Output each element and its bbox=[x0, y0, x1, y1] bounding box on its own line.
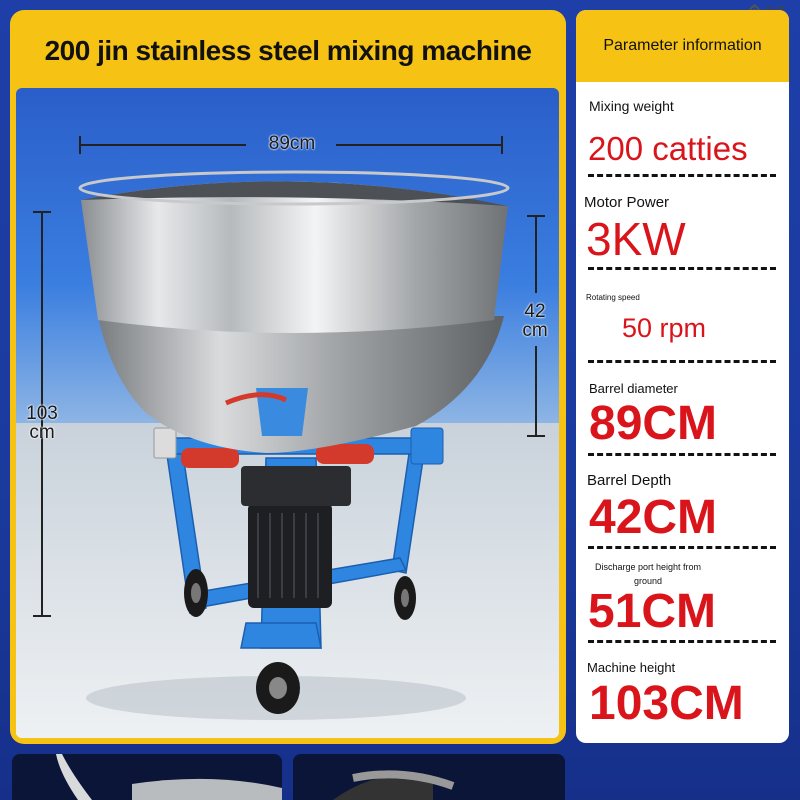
param-value-mixing-weight: 200 catties bbox=[588, 130, 748, 167]
param-label-barrel-diameter: Barrel diameter bbox=[589, 381, 678, 396]
param-divider bbox=[588, 360, 776, 363]
parameter-panel bbox=[576, 10, 789, 743]
param-label-motor-power: Motor Power bbox=[584, 194, 670, 211]
param-label-barrel-depth: Barrel Depth bbox=[587, 472, 672, 489]
thumbnail-1[interactable] bbox=[12, 754, 282, 800]
depth-dimension-label bbox=[512, 302, 558, 340]
param-value-motor-power: 3KW bbox=[586, 213, 686, 265]
product-photo bbox=[16, 88, 559, 738]
param-divider bbox=[588, 267, 776, 270]
param-label-rotating-speed: Rotating speed bbox=[586, 293, 640, 302]
param-divider bbox=[588, 174, 776, 177]
param-label-discharge-height-line2: ground bbox=[633, 576, 663, 586]
param-label-machine-height: Machine height bbox=[587, 660, 676, 675]
param-label-discharge-height bbox=[584, 560, 712, 588]
parameter-header bbox=[576, 10, 789, 82]
depth-dimension-value: 42 bbox=[524, 301, 546, 322]
param-value-barrel-depth: 42CM bbox=[589, 491, 718, 544]
mixer-machine-illustration bbox=[16, 88, 559, 738]
param-divider bbox=[588, 640, 776, 643]
thumbnail-2[interactable] bbox=[293, 754, 565, 800]
width-dimension-label: 89cm bbox=[268, 133, 316, 154]
param-value-rotating-speed: 50 rpm bbox=[622, 313, 707, 343]
depth-dimension-unit: cm bbox=[522, 320, 548, 341]
thumbnail-1-image bbox=[12, 754, 282, 800]
param-label-mixing-weight: Mixing weight bbox=[589, 98, 674, 114]
height-dimension-value: 103 bbox=[26, 403, 58, 424]
height-dimension-label bbox=[18, 404, 66, 442]
param-divider bbox=[588, 453, 776, 456]
thumbnail-2-image bbox=[293, 754, 565, 800]
page-title: 200 jin stainless steel mixing machine bbox=[44, 35, 532, 66]
height-dimension-unit: cm bbox=[29, 422, 55, 443]
param-divider bbox=[588, 546, 776, 549]
title-bar bbox=[10, 10, 566, 92]
param-value-discharge-height: 51CM bbox=[588, 585, 717, 638]
param-value-barrel-diameter: 89CM bbox=[589, 397, 718, 450]
param-value-machine-height: 103CM bbox=[589, 677, 744, 730]
parameter-title: Parameter information bbox=[603, 37, 762, 54]
product-panel bbox=[10, 10, 566, 744]
param-label-discharge-height-line1: Discharge port height from bbox=[594, 562, 702, 572]
